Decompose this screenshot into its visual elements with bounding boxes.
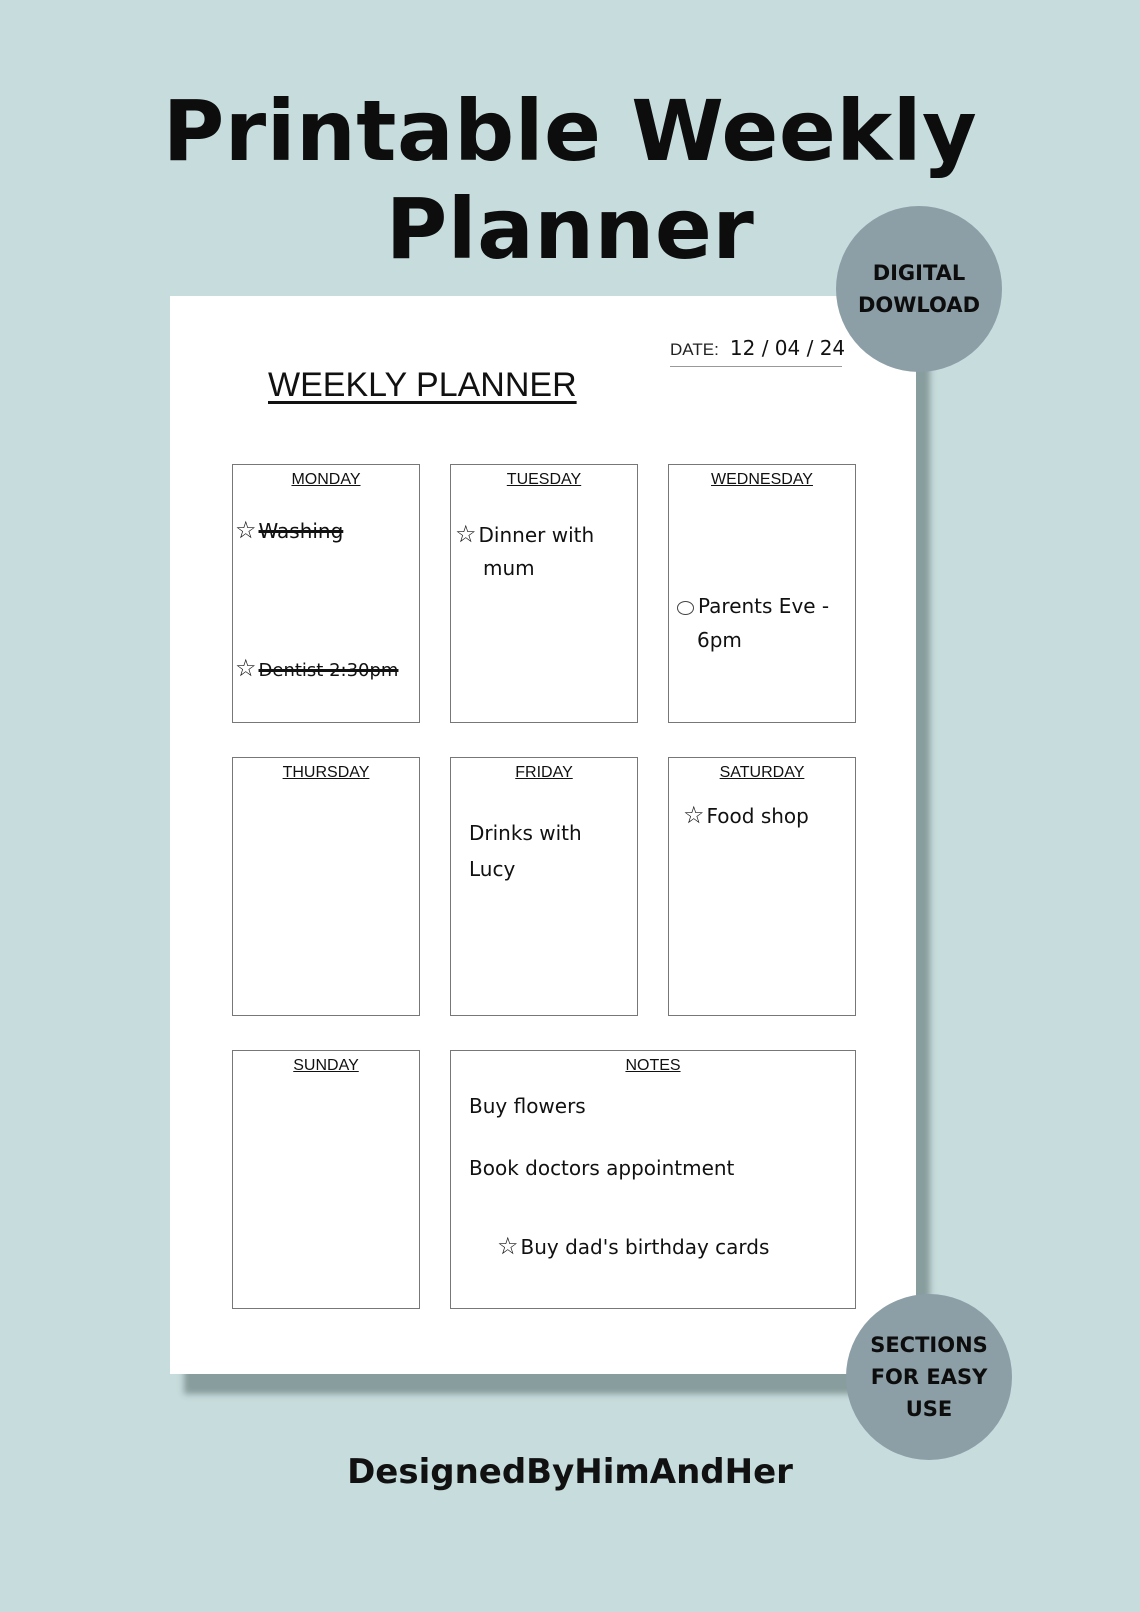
tuesday-entry-1: ☆ Dinner with bbox=[455, 517, 594, 552]
notes-entry-1: Buy flowers bbox=[469, 1094, 586, 1118]
day-box-saturday bbox=[668, 757, 856, 1016]
day-label-tuesday: TUESDAY bbox=[506, 471, 582, 488]
star-icon: ☆ bbox=[235, 654, 257, 682]
planner-title: WEEKLY PLANNER bbox=[268, 366, 577, 404]
day-label-monday: MONDAY bbox=[291, 471, 361, 488]
day-label-saturday: SATURDAY bbox=[719, 764, 805, 781]
star-icon: ☆ bbox=[455, 520, 477, 548]
day-label-wednesday: WEDNESDAY bbox=[711, 471, 813, 488]
day-box-friday bbox=[450, 757, 638, 1016]
headline: Printable Weekly Planner bbox=[162, 82, 978, 278]
date-label: DATE: bbox=[670, 340, 719, 359]
day-label-sunday: SUNDAY bbox=[293, 1057, 359, 1074]
date-field bbox=[670, 336, 846, 367]
day-label-thursday: THURSDAY bbox=[282, 764, 370, 781]
sections-badge bbox=[846, 1294, 1012, 1460]
badge-line: DIGITAL bbox=[872, 261, 966, 285]
notes-box bbox=[450, 1050, 856, 1309]
tuesday-entry-2: mum bbox=[483, 556, 535, 580]
star-icon: ☆ bbox=[497, 1232, 519, 1260]
day-label-friday: FRIDAY bbox=[515, 764, 573, 781]
brand-name: DesignedByHimAndHer bbox=[347, 1452, 793, 1492]
notes-entry-2: Book doctors appointment bbox=[469, 1156, 735, 1180]
star-icon: ☆ bbox=[235, 516, 257, 544]
circle-icon bbox=[677, 601, 694, 615]
saturday-entry-1: ☆ Food shop bbox=[683, 798, 809, 833]
date-value: 12 / 04 / 24 bbox=[729, 336, 846, 360]
day-box-tuesday bbox=[450, 464, 638, 723]
badge-line: FOR EASY bbox=[870, 1365, 988, 1389]
planner-sheet bbox=[170, 296, 916, 1374]
monday-entry-1: ☆ Washing bbox=[235, 513, 343, 548]
digital-download-badge bbox=[836, 206, 1002, 372]
notes-label: NOTES bbox=[625, 1057, 681, 1074]
wednesday-entry-2: 6pm bbox=[697, 628, 742, 652]
badge-line: USE bbox=[905, 1397, 953, 1421]
notes-entry-3: ☆ Buy dad's birthday cards bbox=[497, 1229, 769, 1264]
day-box-monday bbox=[232, 464, 420, 723]
day-box-sunday bbox=[232, 1050, 420, 1309]
day-box-wednesday bbox=[668, 464, 856, 723]
monday-entry-2: ☆ Dentist 2:30pm bbox=[235, 651, 398, 688]
badge-line: SECTIONS bbox=[870, 1333, 988, 1357]
friday-entry-1: Drinks with bbox=[469, 821, 582, 845]
star-icon: ☆ bbox=[683, 801, 705, 829]
wednesday-entry-1: Parents Eve - bbox=[677, 589, 829, 623]
badge-line: DOWLOAD bbox=[857, 293, 981, 317]
friday-entry-2: Lucy bbox=[469, 857, 516, 881]
day-box-thursday bbox=[232, 757, 420, 1016]
